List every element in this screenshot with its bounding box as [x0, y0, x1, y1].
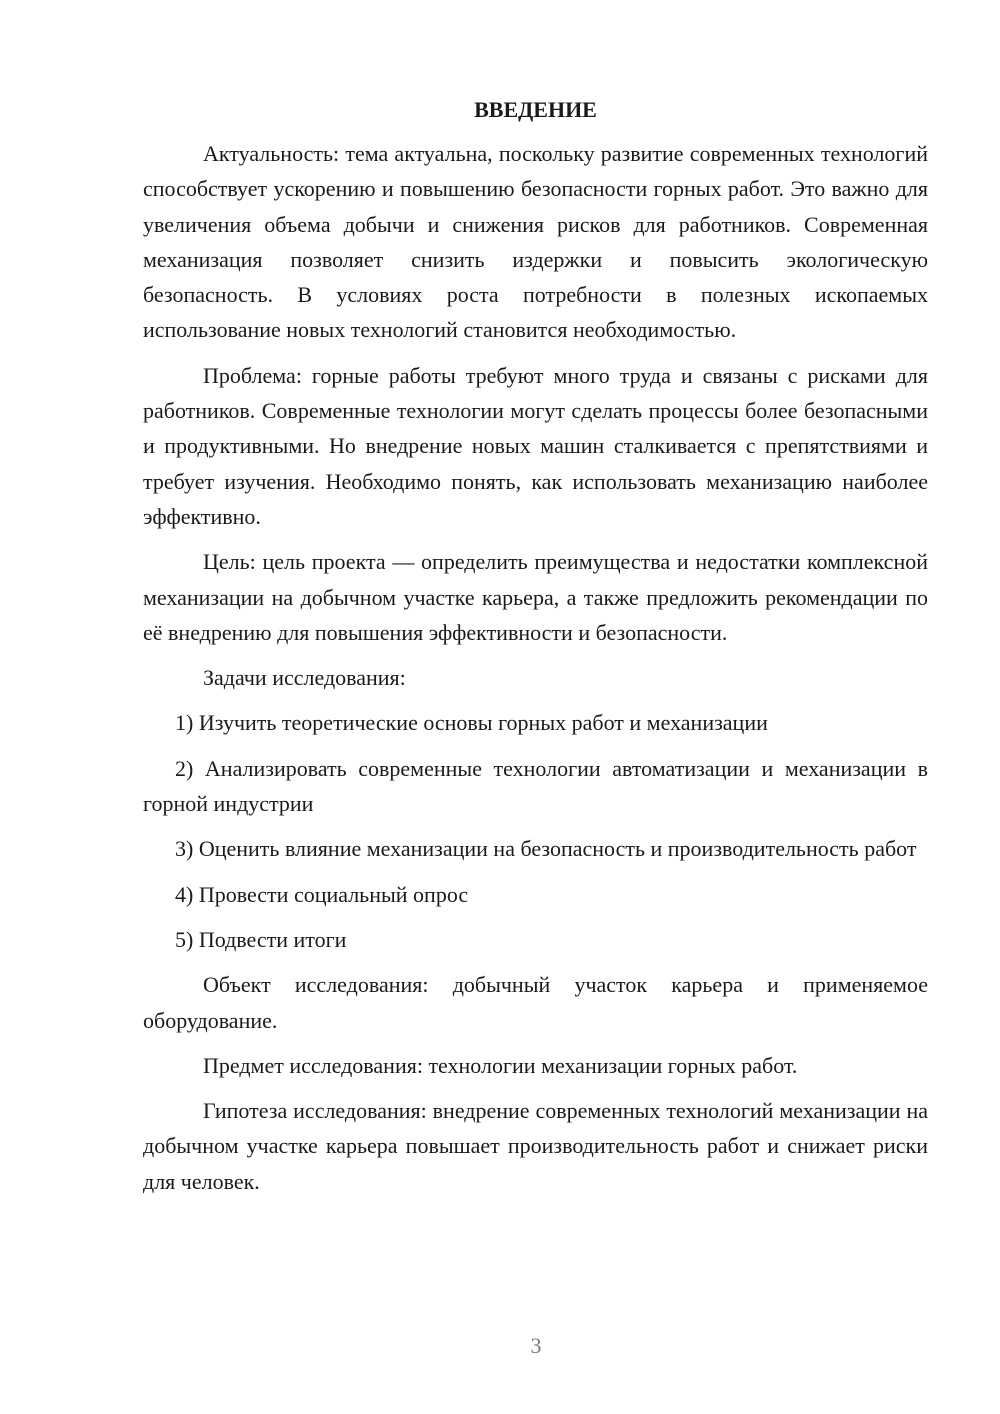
paragraph-goal: Цель: цель проекта — определить преимущества и недостатки комплексной механизации на добычном участке карьера, а также предложить рекомендации по её внедрению для повышения эффективности и безопасности. — [143, 549, 928, 645]
task-item-1: 1) Изучить теоретические основы горных работ и механизации — [175, 710, 768, 736]
task-item-3: 3) Оценить влияние механизации на безопасность и производительность работ — [175, 836, 917, 862]
paragraph-problem: Проблема: горные работы требуют много труда и связаны с рисками для работников. Современные технологии могут сделать процессы более безопасными и продуктивными. Но внедрение новых машин сталкивается с препятствиями и требует изучения. Необходимо понять, как использовать механизацию наиболее эффективно. — [143, 362, 928, 529]
task-item-5: 5) Подвести итоги — [175, 926, 347, 952]
section-title: ВВЕДЕНИЕ — [474, 97, 597, 122]
paragraph-hypothesis: Гипотеза исследования: внедрение современных технологий механизации на добычном участке карьера повышает производительность работ и снижает риски для человек. — [143, 1098, 928, 1194]
page-content — [143, 92, 928, 1209]
tasks-heading: Задачи исследования: — [203, 665, 406, 691]
paragraph-subject: Предмет исследования: технологии механизации горных работ. — [203, 1052, 798, 1078]
paragraph-relevance: Актуальность: тема актуальна, поскольку развитие современных технологий способствует ускорению и повышению безопасности горных работ. Это важно для увеличения объема добычи и снижения рисков для работников. Современная механизация позволяет снизить издержки и повысить экологическую безопасность. В условиях роста потребности в полезных ископаемых использование новых технологий становится необходимостью. — [143, 141, 928, 343]
page-number: 3 — [530, 1333, 542, 1358]
paragraph-object: Объект исследования: добычный участок карьера и применяемое оборудование. — [143, 972, 928, 1033]
task-item-4: 4) Провести социальный опрос — [175, 881, 469, 907]
task-item-2: 2) Анализировать современные технологии автоматизации и механизации в горной индустрии — [143, 755, 928, 817]
